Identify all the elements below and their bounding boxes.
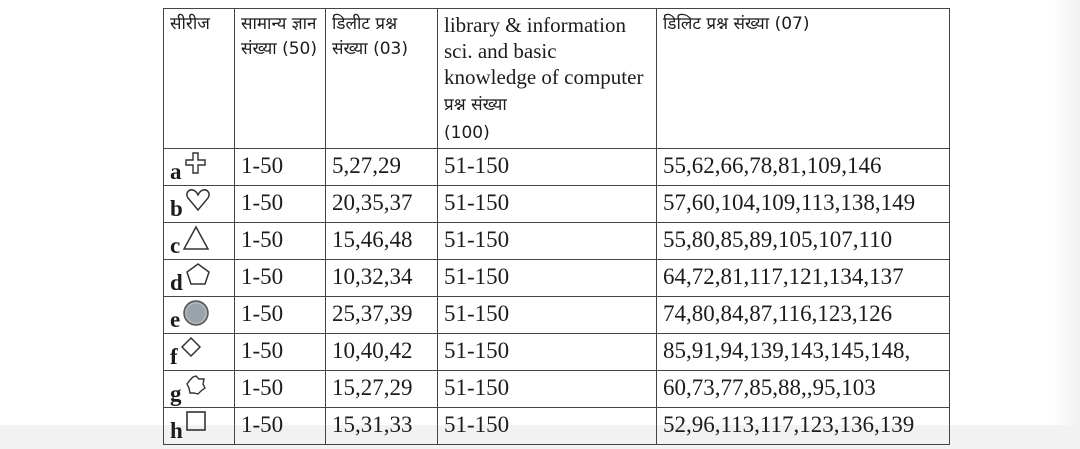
question-series-table [163,8,950,445]
general-range-cell: 1-50 [235,408,326,445]
series-letter: d [170,270,183,295]
table-row [164,223,950,260]
library-range-cell: 51-150 [438,334,657,371]
series-letter: a [170,159,182,184]
series-cell [164,260,235,297]
header-deleted-library: डिलिट प्रश्न संख्या (07) [657,9,950,149]
deleted-general-cell: 20,35,37 [326,186,438,223]
series-letter: e [170,307,181,332]
table-row [164,260,950,297]
header-library-en: library & information sci. and basic knowledge of computer [444,13,644,89]
general-range-cell: 1-50 [235,260,326,297]
header-general: सामान्य ज्ञान संख्या (50) [235,9,326,149]
deleted-general-cell: 10,40,42 [326,334,438,371]
library-range-cell: 51-150 [438,408,657,445]
deleted-general-cell: 15,27,29 [326,371,438,408]
table-header-row [164,9,950,149]
deleted-general-cell: 25,37,39 [326,297,438,334]
header-library [438,9,657,149]
table-row [164,149,950,186]
deleted-general-cell: 10,32,34 [326,260,438,297]
series-cell [164,186,235,223]
library-range-cell: 51-150 [438,371,657,408]
table-row [164,371,950,408]
triangle-icon [182,225,210,251]
deleted-library-cell: 74,80,84,87,116,123,126 [657,297,950,334]
series-cell [164,408,235,445]
series-cell [164,223,235,260]
general-range-cell: 1-50 [235,334,326,371]
deleted-library-cell: 55,62,66,78,81,109,146 [657,149,950,186]
series-cell [164,371,235,408]
library-range-cell: 51-150 [438,186,657,223]
diamond-icon [180,336,202,358]
heart-icon [185,188,211,212]
series-letter: h [170,418,183,443]
general-range-cell: 1-50 [235,149,326,186]
series-letter: g [170,381,182,406]
table-row [164,334,950,371]
series-letter: f [170,344,178,369]
deleted-library-cell: 55,80,85,89,105,107,110 [657,223,950,260]
library-range-cell: 51-150 [438,223,657,260]
page-edge-shade [1052,0,1080,449]
header-library-count: (100) [444,123,490,143]
table-row [164,297,950,334]
square-icon [185,410,207,432]
general-range-cell: 1-50 [235,297,326,334]
table-row [164,408,950,445]
deleted-library-cell: 64,72,81,117,121,134,137 [657,260,950,297]
series-cell [164,334,235,371]
general-range-cell: 1-50 [235,186,326,223]
header-library-hi: प्रश्न संख्या [444,95,507,115]
series-cell [164,297,235,334]
general-range-cell: 1-50 [235,223,326,260]
library-range-cell: 51-150 [438,297,657,334]
general-range-cell: 1-50 [235,371,326,408]
deleted-library-cell: 57,60,104,109,113,138,149 [657,186,950,223]
deleted-library-cell: 52,96,113,117,123,136,139 [657,408,950,445]
deleted-library-cell: 60,73,77,85,88,,95,103 [657,371,950,408]
series-letter: b [170,196,183,221]
deleted-library-cell: 85,91,94,139,143,145,148, [657,334,950,371]
plus-icon [184,151,208,175]
header-deleted-general: डिलीट प्रश्न संख्या (03) [326,9,438,149]
series-letter: c [170,233,181,258]
circle-icon [182,299,210,327]
deleted-general-cell: 5,27,29 [326,149,438,186]
library-range-cell: 51-150 [438,260,657,297]
flower-icon [184,373,208,397]
library-range-cell: 51-150 [438,149,657,186]
deleted-general-cell: 15,31,33 [326,408,438,445]
series-cell [164,149,235,186]
table-row [164,186,950,223]
header-series: सीरीज [164,9,235,149]
pentagon-icon [185,262,211,286]
deleted-general-cell: 15,46,48 [326,223,438,260]
